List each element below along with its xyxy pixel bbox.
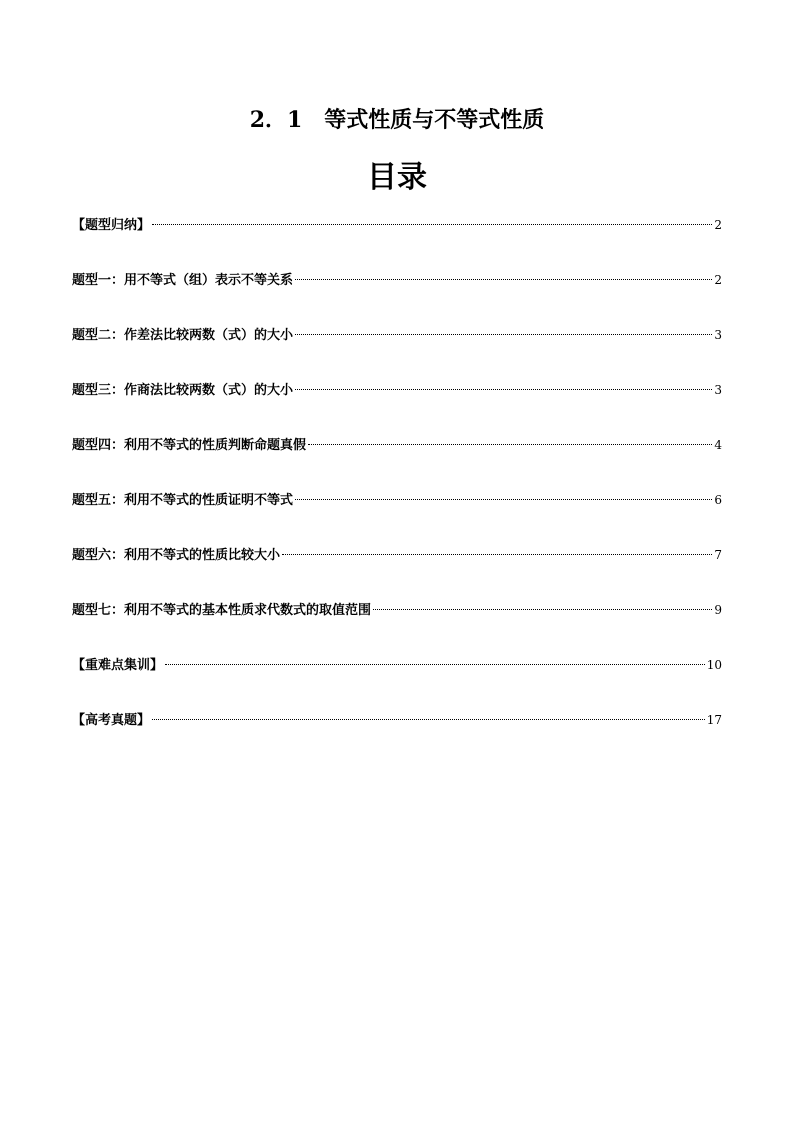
- toc-entry-type-7[interactable]: [72, 597, 722, 652]
- dot-leader: [165, 664, 705, 665]
- toc-entry-label: 题型五：利用不等式的性质证明不等式: [72, 493, 294, 508]
- dot-leader: [152, 224, 712, 225]
- toc-entry-type-5[interactable]: [72, 487, 722, 542]
- dot-leader: [295, 389, 712, 390]
- toc-entry-type-2[interactable]: [72, 322, 722, 377]
- toc-entry-type-6[interactable]: [72, 542, 722, 597]
- toc-page-number: 10: [706, 658, 722, 672]
- toc-entry-label: 【重难点集训】: [72, 658, 164, 673]
- document-title: 2．1 等式性质与不等式性质: [249, 107, 545, 133]
- toc-page-number: 3: [714, 383, 722, 397]
- toc-heading: 目录: [367, 160, 427, 195]
- toc-entry-exam-questions[interactable]: [72, 707, 722, 762]
- toc-page-number: 7: [714, 548, 722, 562]
- dot-leader: [295, 279, 712, 280]
- dot-leader: [373, 609, 712, 610]
- toc-entry-label: 题型七：利用不等式的基本性质求代数式的取值范围: [72, 603, 372, 618]
- toc-page-number: 2: [714, 273, 722, 287]
- toc-page-number: 2: [714, 218, 722, 232]
- toc-entry-key-difficulties[interactable]: [72, 652, 722, 707]
- toc-entry-type-3[interactable]: [72, 377, 722, 432]
- toc-entry-type-1[interactable]: [72, 267, 722, 322]
- toc-entry-label: 【题型归纳】: [72, 218, 151, 233]
- toc-page-number: 17: [706, 713, 722, 727]
- toc-entry-label: 题型三：作商法比较两数（式）的大小: [72, 383, 294, 398]
- dot-leader: [152, 719, 705, 720]
- dot-leader: [308, 444, 712, 445]
- toc-page-number: 9: [714, 603, 722, 617]
- table-of-contents: [72, 212, 722, 762]
- toc-entry-label: 题型一：用不等式（组）表示不等关系: [72, 273, 294, 288]
- toc-page-number: 4: [714, 438, 722, 452]
- dot-leader: [295, 334, 712, 335]
- toc-page-number: 6: [714, 493, 722, 507]
- dot-leader: [295, 499, 712, 500]
- toc-entry-question-types[interactable]: [72, 212, 722, 267]
- toc-page-number: 3: [714, 328, 722, 342]
- toc-entry-label: 【高考真题】: [72, 713, 151, 728]
- dot-leader: [282, 554, 712, 555]
- toc-entry-type-4[interactable]: [72, 432, 722, 487]
- toc-entry-label: 题型四：利用不等式的性质判断命题真假: [72, 438, 307, 453]
- toc-entry-label: 题型二：作差法比较两数（式）的大小: [72, 328, 294, 343]
- toc-entry-label: 题型六：利用不等式的性质比较大小: [72, 548, 281, 563]
